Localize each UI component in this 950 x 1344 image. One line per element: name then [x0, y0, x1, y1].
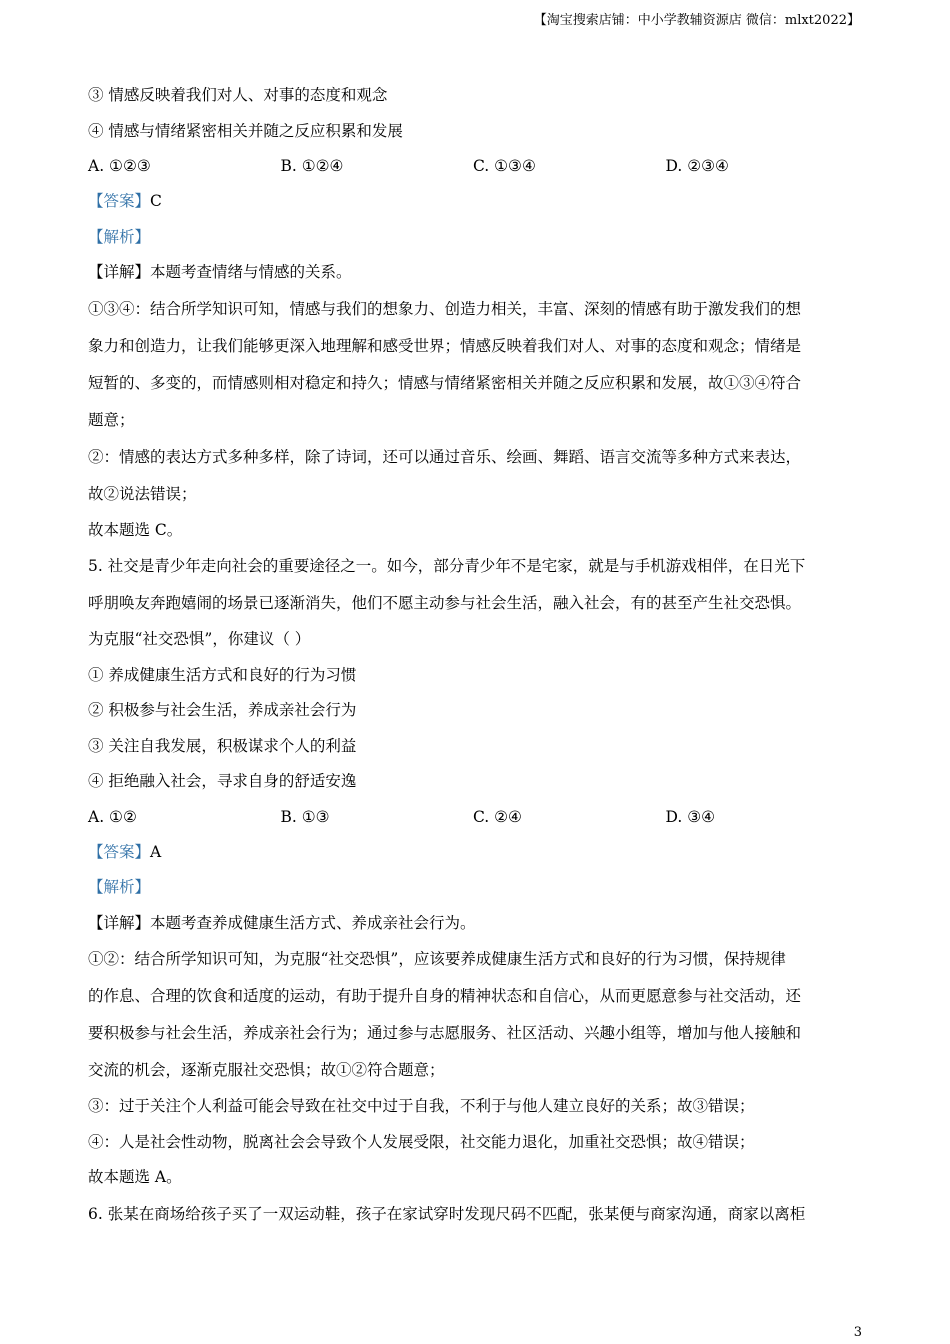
- q4-explanation-line: 象力和创造力，让我们能够更深入地理解和感受世界；情感反映着我们对人、对事的态度和观念；情绪是: [88, 336, 802, 355]
- q5-conclusion: 故本题选 A。: [88, 1168, 182, 1186]
- q4-option-d: D. ②③④: [665, 157, 729, 175]
- q5-option-b: B. ①③: [280, 807, 330, 826]
- q5-choice-item-4: ④ 拒绝融入社会，寻求自身的舒适安逸: [88, 772, 357, 790]
- q4-answer-tag: 【答案】: [88, 192, 151, 210]
- q5-answer-tag: 【答案】: [88, 842, 151, 861]
- q4-explanation-line: 短暂的、多变的，而情感则相对稳定和持久；情感与情绪紧密相关并随之反应积累和发展，故①③④符合: [88, 373, 802, 392]
- q4-explanation-line: 题意；: [88, 410, 135, 429]
- q5-option-a: A. ①②: [88, 807, 137, 826]
- q6-stem-line: 6. 张某在商场给孩子买了一双运动鞋，孩子在家试穿时发现尺码不匹配，张某便与商家沟通，商家以离柜: [88, 1204, 806, 1223]
- q4-answer: [88, 184, 858, 220]
- q5-options: [88, 800, 858, 835]
- page-number: 3: [853, 1325, 862, 1340]
- q4-option-b: B. ①②④: [280, 157, 344, 175]
- q5-explanation-line: ③：过于关注个人利益可能会导致在社交中过于自我，不利于与他人建立良好的关系；故③错误；: [88, 1097, 755, 1115]
- q5-answer: [88, 835, 858, 871]
- q5-stem-line: 呼朋唤友奔跑嬉闹的场景已逐渐消失，他们不愿主动参与社会生活，融入社会，有的甚至产生社交恐惧。: [88, 594, 802, 612]
- q5-detail: 【详解】本题考查养成健康生活方式、养成亲社会行为。: [88, 913, 476, 932]
- q4-explanation-line: 故②说法错误；: [88, 484, 197, 503]
- q4-option-a: A. ①②③: [88, 157, 151, 175]
- q5-choice-item-1: ① 养成健康生活方式和良好的行为习惯: [88, 665, 357, 684]
- q4-analysis-tag: 【解析】: [88, 227, 151, 246]
- q5-explanation-line: 的作息、合理的饮食和适度的运动，有助于提升自身的精神状态和自信心，从而更愿意参与社交活动，还: [88, 987, 802, 1005]
- q5-choice-item-2: ② 积极参与社会生活，养成亲社会行为: [88, 701, 357, 719]
- q4-choice-item-3: ③ 情感反映着我们对人、对事的态度和观念: [88, 86, 388, 104]
- q4-option-c: C. ①③④: [473, 157, 536, 175]
- q5-option-d: D. ③④: [665, 807, 716, 826]
- q5-explanation-line: ①②：结合所学知识可知，为克服“社交恐惧”，应该要养成健康生活方式和良好的行为习惯，保持规律: [88, 950, 786, 968]
- page-header: 【淘宝搜索店铺：中小学教辅资源店 微信：mlxt2022】: [533, 13, 860, 28]
- q5-stem-line: 5. 社交是青少年走向社会的重要途径之一。如今，部分青少年不是宅家，就是与手机游戏相伴，在日光下: [88, 557, 806, 575]
- document-body: [88, 78, 858, 1233]
- q5-explanation-line: 要积极参与社会生活，养成亲社会行为；通过参与志愿服务、社区活动、兴趣小组等，增加与他人接触和: [88, 1024, 802, 1042]
- q4-explanation-line: ①③④：结合所学知识可知，情感与我们的想象力、创造力相关，丰富、深刻的情感有助于激发我们的想: [88, 299, 802, 318]
- q5-option-c: C. ②④: [473, 807, 522, 826]
- q5-explanation-line: 交流的机会，逐渐克服社交恐惧；故①②符合题意；: [88, 1061, 445, 1079]
- q4-detail: 【详解】本题考查情绪与情感的关系。: [88, 263, 352, 281]
- q5-analysis-tag: 【解析】: [88, 878, 151, 896]
- q4-choice-item-4: ④ 情感与情绪紧密相关并随之反应积累和发展: [88, 121, 403, 140]
- q5-choice-item-3: ③ 关注自我发展，积极谋求个人的利益: [88, 736, 357, 755]
- q5-answer-value: A: [150, 842, 162, 861]
- q4-options: [88, 149, 858, 184]
- q5-explanation-line: ④：人是社会性动物，脱离社会会导致个人发展受限，社交能力退化，加重社交恐惧；故④错误；: [88, 1132, 755, 1151]
- q5-stem-line: 为克服“社交恐惧”，你建议（ ）: [88, 630, 311, 648]
- q4-conclusion: 故本题选 C。: [88, 520, 183, 539]
- q4-answer-value: C: [150, 192, 162, 210]
- q4-explanation-line: ②：情感的表达方式多种多样，除了诗词，还可以通过音乐、绘画、舞蹈、语言交流等多种方式来表达，: [88, 447, 802, 466]
